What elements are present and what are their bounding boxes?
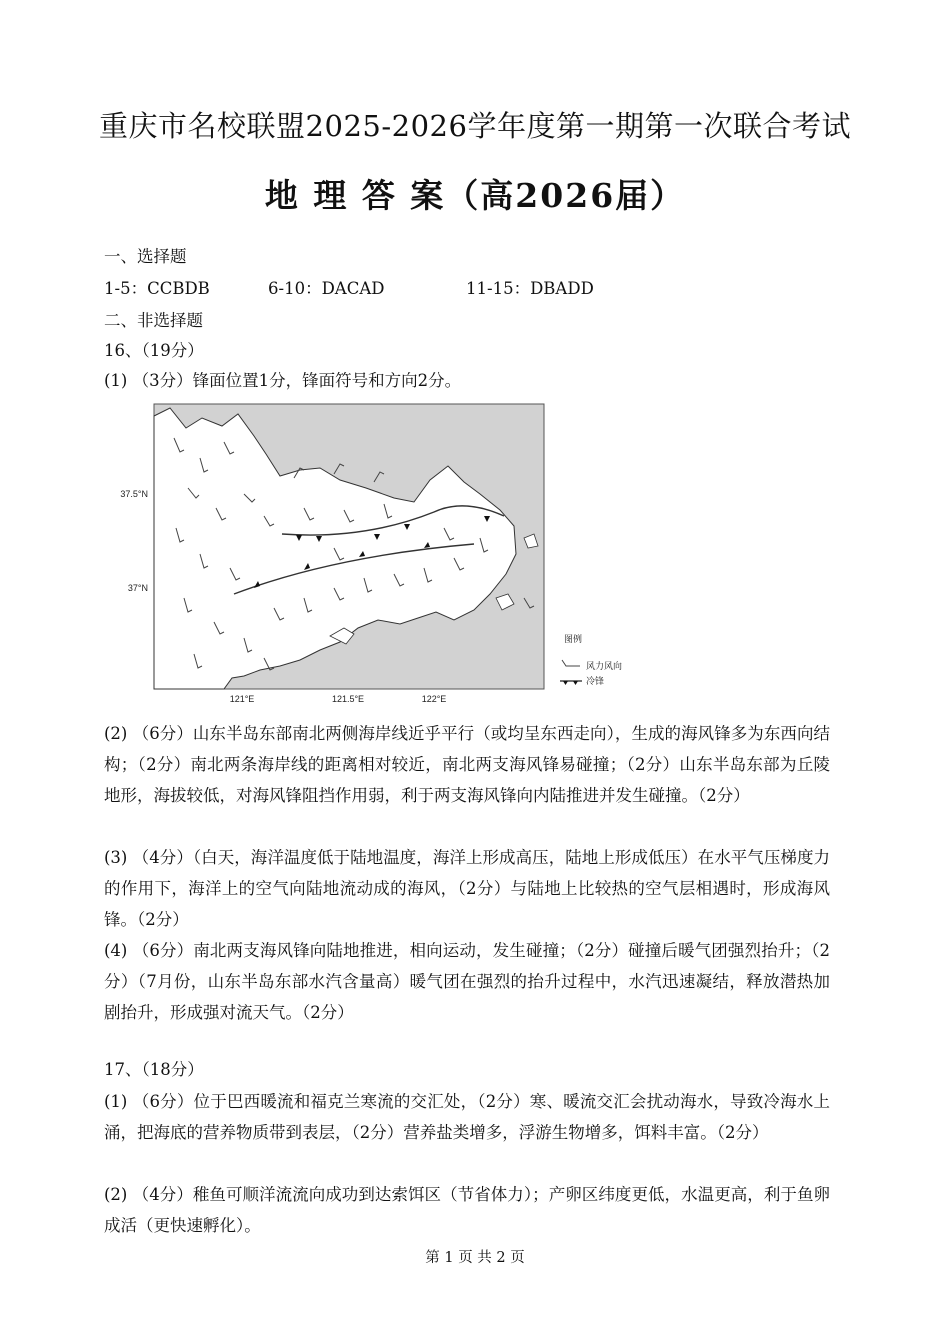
legend-front-label: 冷锋 <box>586 676 605 686</box>
page-footer: 第 1 页 共 2 页 <box>425 1250 525 1266</box>
q16-part4: (4) （6分）南北两支海风锋向陆地推进，相向运动，发生碰撞；（2分）碰撞后暖气团强烈抬升；（2分）（7月份，山东半岛东部水汽含量高）暖气团在强烈的抬升过程中，水汽迅速凝结，释放潜热加剧抬升，形成强对流天气。（2分） <box>104 941 830 1022</box>
legend-front-symbol <box>560 681 582 685</box>
legend-wind-symbol <box>562 660 580 666</box>
q17-part2: (2) （4分）稚鱼可顺洋流流向成功到达索饵区（节省体力）；产卵区纬度更低，水温更高，利于鱼卵成活（更快速孵化）。 <box>104 1185 830 1235</box>
lat-label: 37.5°N <box>120 489 148 499</box>
document-title: 重庆市名校联盟2025-2026学年度第一期第一次联合考试 <box>99 109 851 143</box>
answer-group: 11-15：DBADD <box>466 279 594 298</box>
answer-group: 6-10：DACAD <box>268 279 385 298</box>
legend-wind-label: 风力风向 <box>586 661 623 671</box>
sea-breeze-front-map <box>104 398 644 704</box>
choice-answers <box>104 279 594 299</box>
q16-header: 16、（19分） <box>104 341 204 360</box>
q16-part2: (2) （6分）山东半岛东部南北两侧海岸线近乎平行（或均呈东西走向），生成的海风锋多为东西向结构；（2分）南北两条海岸线的距离相对较近，南北两支海风锋易碰撞；（2分）山东半岛东部为丘陵地形，海拔较低，对海风锋阻挡作用弱，利于两支海风锋向内陆推进并发生碰撞。（2分） <box>104 724 830 805</box>
q16-part3: (3) （4分）（白天，海洋温度低于陆地温度，海洋上形成高压，陆地上形成低压）在水平气压梯度力的作用下，海洋上的空气向陆地流动成的海风，（2分）与陆地上比较热的空气层相遇时，形成海风锋。（2分） <box>104 848 830 929</box>
q16-part1: (1) （3分）锋面位置1分，锋面符号和方向2分。 <box>104 371 462 390</box>
lon-label: 121.5°E <box>331 694 365 704</box>
answer-group: 1-5：CCBDB <box>104 279 210 298</box>
legend-title: 图例 <box>564 634 583 644</box>
section-nonchoice-heading: 二、非选择题 <box>104 311 203 330</box>
lon-label: 122°E <box>421 694 447 704</box>
section-choice-heading: 一、选择题 <box>104 247 187 266</box>
q17-header: 17、（18分） <box>104 1060 204 1079</box>
document-subtitle: 地 理 答 案（高2026届） <box>264 176 686 215</box>
lon-label: 121°E <box>229 694 255 704</box>
q17-part1: (1) （6分）位于巴西暖流和福克兰寒流的交汇处，（2分）寒、暖流交汇会扰动海水，导致冷海水上涌，把海底的营养物质带到表层，（2分）营养盐类增多，浮游生物增多，饵料丰富。（2分） <box>104 1092 830 1142</box>
lat-label: 37°N <box>127 583 148 593</box>
